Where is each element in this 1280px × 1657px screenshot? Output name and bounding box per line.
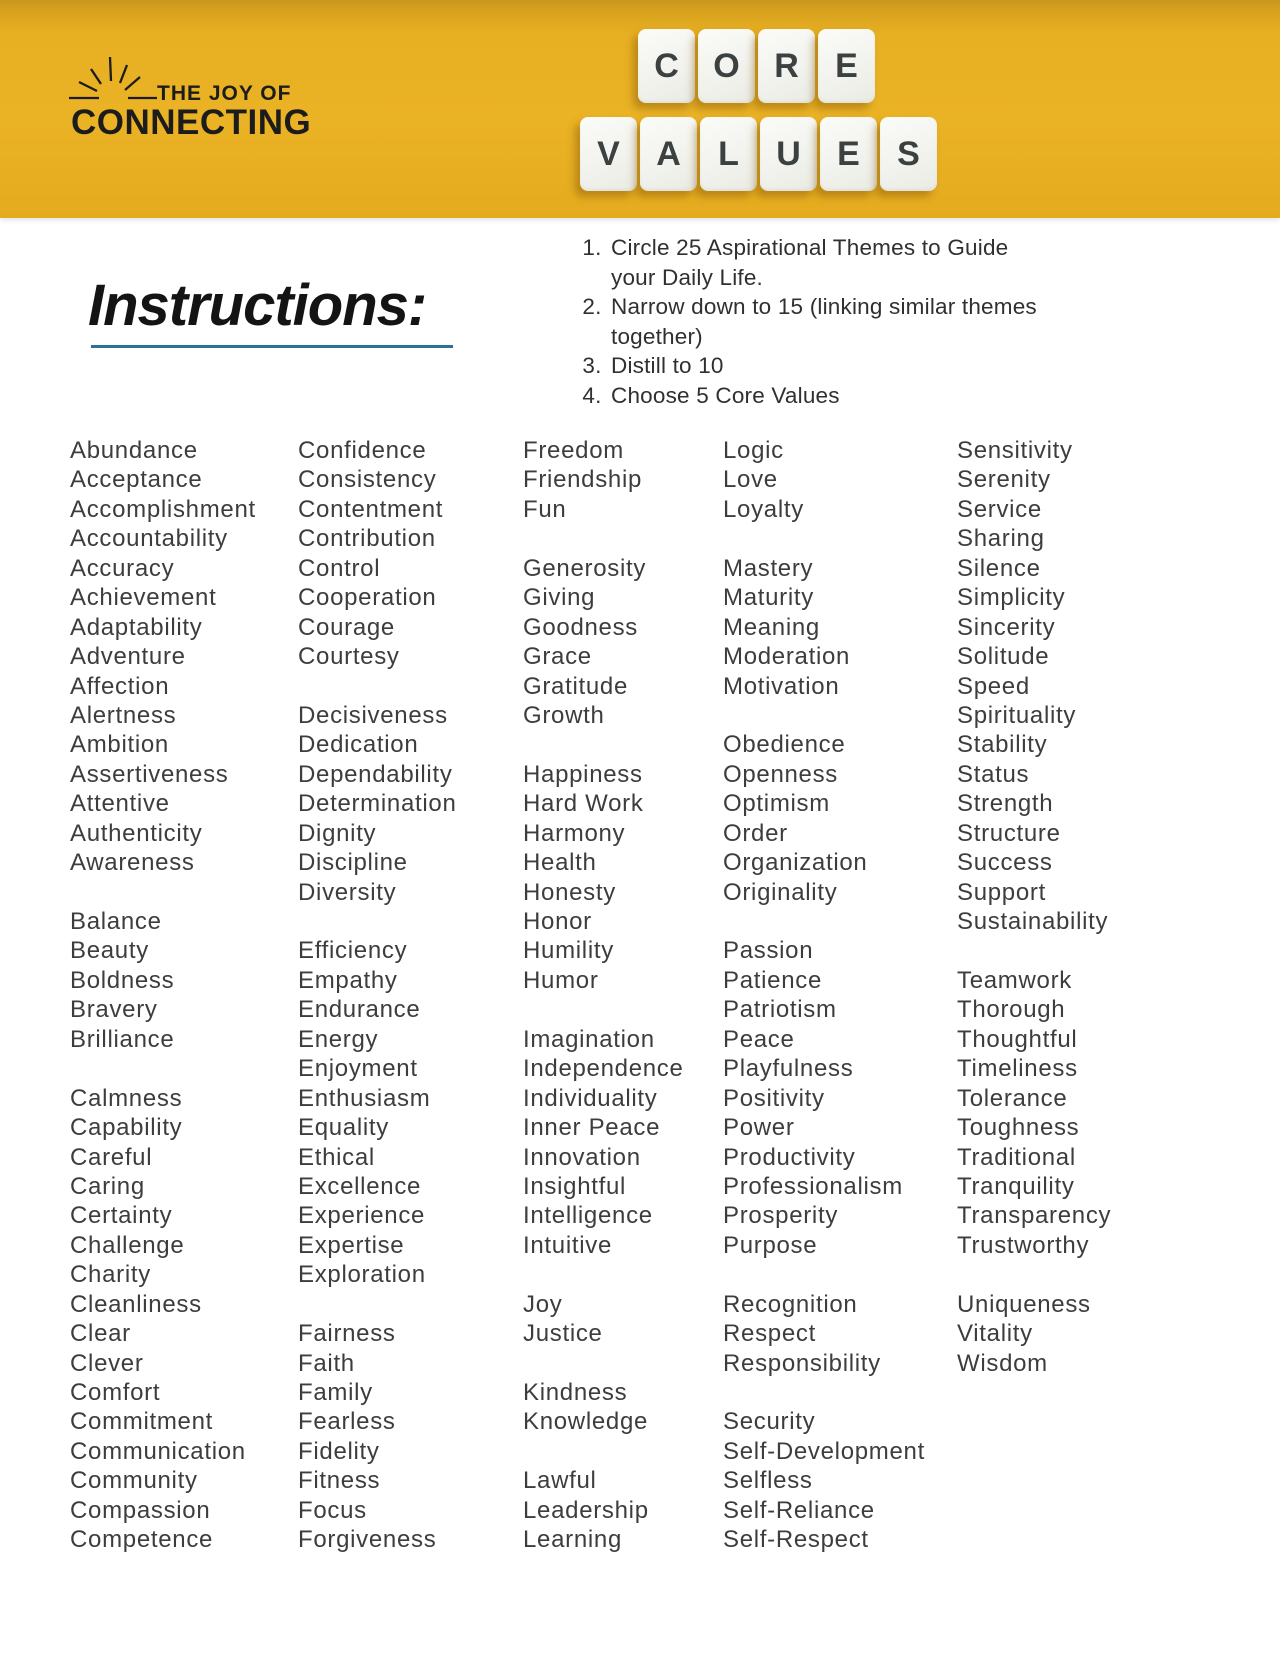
value-word: Sensitivity	[957, 437, 1073, 464]
value-word: Commitment	[70, 1408, 214, 1436]
value-word: Transparency	[957, 1202, 1112, 1230]
value-word: Diversity	[298, 878, 397, 906]
value-word: Acceptance	[70, 466, 203, 494]
value-word	[298, 672, 457, 701]
letter-tile: U	[760, 117, 817, 191]
letter-tile: E	[820, 117, 877, 191]
value-word: Maturity	[723, 584, 814, 612]
value-word: Cleanliness	[70, 1290, 202, 1318]
value-word	[957, 936, 1111, 965]
value-word: Certainty	[70, 1202, 173, 1230]
letter-tile: V	[580, 117, 637, 191]
values-column-4	[723, 436, 925, 1555]
value-word: Responsibility	[723, 1349, 881, 1377]
value-word: Contentment	[298, 495, 444, 523]
logo-line1: THE JOY OF	[157, 82, 292, 105]
value-word: Dedication	[298, 731, 419, 759]
tile-row-values	[580, 117, 937, 191]
value-word: Control	[298, 554, 381, 582]
value-word: Wisdom	[957, 1349, 1048, 1377]
value-word: Careful	[70, 1143, 153, 1171]
value-word: Alertness	[70, 701, 177, 729]
value-word: Charity	[70, 1261, 151, 1289]
value-word: Tolerance	[957, 1084, 1068, 1112]
value-word: Power	[723, 1114, 795, 1142]
value-word: Lawful	[523, 1467, 597, 1495]
value-word	[70, 1054, 256, 1083]
value-word: Brilliance	[70, 1025, 175, 1053]
value-word: Motivation	[723, 672, 840, 700]
value-word: Security	[723, 1408, 816, 1436]
value-word: Caring	[70, 1172, 145, 1200]
value-word: Decisiveness	[298, 701, 448, 729]
value-word: Imagination	[523, 1025, 655, 1053]
value-word: Consistency	[298, 466, 437, 494]
value-word	[523, 730, 684, 759]
values-column-1	[70, 436, 256, 1555]
value-word: Toughness	[957, 1114, 1080, 1142]
value-word: Kindness	[523, 1379, 628, 1406]
value-word: Patriotism	[723, 996, 837, 1024]
value-word: Clever	[70, 1349, 144, 1377]
value-word: Equality	[298, 1114, 389, 1142]
value-word: Fairness	[298, 1320, 396, 1348]
value-word: Intelligence	[523, 1202, 653, 1230]
value-word: Loyalty	[723, 495, 804, 523]
value-word: Humor	[523, 966, 599, 994]
instruction-step: 1. Circle 25 Aspirational Themes to Guide your Daily Life.	[608, 233, 1038, 292]
sunburst-icon	[68, 44, 163, 100]
value-word: Productivity	[723, 1143, 856, 1171]
value-word: Spirituality	[957, 701, 1077, 729]
values-column-2	[298, 436, 457, 1555]
value-word: Vitality	[957, 1320, 1033, 1348]
value-word: Justice	[523, 1320, 603, 1348]
value-word: Humility	[523, 937, 614, 965]
value-word: Dependability	[298, 760, 453, 788]
value-word: Sincerity	[957, 613, 1056, 641]
value-word: Thorough	[957, 996, 1066, 1024]
value-word: Teamwork	[957, 966, 1072, 994]
value-word: Empathy	[298, 966, 398, 994]
value-word: Respect	[723, 1320, 816, 1348]
value-word: Silence	[957, 554, 1041, 582]
value-word: Sustainability	[957, 908, 1109, 935]
value-word: Calmness	[70, 1084, 183, 1112]
value-word: Abundance	[70, 437, 198, 464]
value-word: Generosity	[523, 554, 647, 582]
value-word: Contribution	[298, 525, 436, 553]
value-word	[523, 1437, 684, 1466]
value-word: Obedience	[723, 731, 846, 759]
value-word: Sharing	[957, 525, 1045, 553]
value-word: Trustworthy	[957, 1231, 1090, 1259]
value-word: Self-Reliance	[723, 1496, 875, 1524]
value-word: Honor	[523, 908, 592, 935]
value-word: Confidence	[298, 437, 427, 464]
value-word: Support	[957, 878, 1046, 906]
value-word: Serenity	[957, 466, 1051, 494]
value-word	[523, 524, 684, 553]
value-word	[70, 878, 256, 907]
value-word	[723, 524, 925, 553]
value-word: Logic	[723, 437, 784, 464]
value-word: Leadership	[523, 1496, 649, 1524]
value-word: Endurance	[298, 996, 421, 1024]
value-word: Attentive	[70, 790, 170, 818]
value-word: Thoughtful	[957, 1025, 1078, 1053]
value-word	[523, 1260, 684, 1289]
value-word: Originality	[723, 878, 838, 906]
value-word: Forgiveness	[298, 1526, 437, 1554]
value-word: Capability	[70, 1114, 183, 1142]
value-word: Dignity	[298, 819, 377, 847]
core-values-tiles	[580, 29, 937, 191]
value-word: Courtesy	[298, 643, 400, 671]
value-word: Accomplishment	[70, 495, 256, 523]
value-word	[957, 1260, 1111, 1289]
value-word: Excellence	[298, 1172, 422, 1200]
value-word: Insightful	[523, 1172, 627, 1200]
value-word: Ambition	[70, 731, 169, 759]
instructions-steps	[574, 233, 1038, 410]
value-word	[298, 1290, 457, 1319]
value-word: Moderation	[723, 643, 851, 671]
value-word: Uniqueness	[957, 1290, 1091, 1318]
letter-tile: O	[698, 29, 755, 103]
value-word: Timeliness	[957, 1055, 1078, 1083]
value-word: Inner Peace	[523, 1114, 661, 1142]
value-word: Selfless	[723, 1467, 813, 1495]
value-word: Playfulness	[723, 1055, 854, 1083]
value-word: Adaptability	[70, 613, 203, 641]
value-word: Friendship	[523, 466, 643, 494]
value-word: Intuitive	[523, 1231, 613, 1259]
letter-tile: R	[758, 29, 815, 103]
value-word: Meaning	[723, 613, 820, 641]
letter-tile: E	[818, 29, 875, 103]
value-word: Peace	[723, 1025, 795, 1053]
value-word: Independence	[523, 1055, 684, 1083]
value-word: Stability	[957, 731, 1048, 759]
value-word: Purpose	[723, 1231, 818, 1259]
value-word: Exploration	[298, 1261, 426, 1289]
value-word: Compassion	[70, 1496, 211, 1524]
value-word: Cooperation	[298, 584, 437, 612]
value-word: Faith	[298, 1349, 355, 1377]
instructions-title-underline	[91, 345, 453, 348]
value-word: Success	[957, 849, 1053, 877]
value-word: Learning	[523, 1526, 623, 1554]
value-word: Giving	[523, 584, 596, 612]
value-word: Fearless	[298, 1408, 396, 1436]
value-word: Strength	[957, 790, 1054, 818]
value-word: Communication	[70, 1437, 246, 1465]
value-word	[523, 995, 684, 1024]
value-word: Tranquility	[957, 1172, 1075, 1200]
instruction-step: 4. Choose 5 Core Values	[608, 381, 1038, 411]
value-word	[723, 1260, 925, 1289]
value-word: Prosperity	[723, 1202, 839, 1230]
value-word: Love	[723, 466, 778, 494]
value-word: Service	[957, 495, 1042, 523]
value-word: Mastery	[723, 554, 814, 582]
value-word: Happiness	[523, 760, 643, 788]
value-word: Health	[523, 849, 597, 877]
instruction-step: 2. Narrow down to 15 (linking similar themes together)	[608, 292, 1038, 351]
instruction-step: 3. Distill to 10	[608, 351, 1038, 381]
value-word: Comfort	[70, 1379, 161, 1406]
header-banner	[0, 0, 1280, 218]
value-word: Solitude	[957, 643, 1050, 671]
value-word: Professionalism	[723, 1172, 903, 1200]
value-word: Efficiency	[298, 937, 408, 965]
value-word: Competence	[70, 1526, 214, 1554]
value-word: Enthusiasm	[298, 1084, 431, 1112]
value-word: Positivity	[723, 1084, 825, 1112]
letter-tile: L	[700, 117, 757, 191]
value-word: Accuracy	[70, 554, 175, 582]
value-word: Expertise	[298, 1231, 405, 1259]
value-word	[298, 907, 457, 936]
value-word: Knowledge	[523, 1408, 649, 1436]
value-word	[723, 701, 925, 730]
value-word: Harmony	[523, 819, 626, 847]
value-word: Organization	[723, 849, 868, 877]
value-word: Honesty	[523, 878, 616, 906]
value-word: Openness	[723, 760, 839, 788]
values-list	[0, 436, 1280, 1566]
value-word: Individuality	[523, 1084, 658, 1112]
value-word: Freedom	[523, 437, 624, 464]
value-word: Speed	[957, 672, 1030, 700]
letter-tile: S	[880, 117, 937, 191]
value-word: Accountability	[70, 525, 228, 553]
value-word: Courage	[298, 613, 395, 641]
value-word: Order	[723, 819, 788, 847]
value-word: Bravery	[70, 996, 158, 1024]
value-word: Growth	[523, 701, 605, 729]
value-word	[523, 1349, 684, 1378]
value-word: Fitness	[298, 1467, 381, 1495]
value-word: Determination	[298, 790, 457, 818]
value-word: Innovation	[523, 1143, 641, 1171]
value-word: Challenge	[70, 1231, 185, 1259]
value-word: Beauty	[70, 937, 149, 965]
value-word: Joy	[523, 1290, 563, 1318]
value-word: Focus	[298, 1496, 367, 1524]
value-word: Family	[298, 1379, 373, 1406]
instructions-title: Instructions:	[88, 273, 427, 338]
value-word: Awareness	[70, 849, 195, 877]
values-column-5	[957, 436, 1111, 1378]
value-word: Gratitude	[523, 672, 629, 700]
logo-line2: CONNECTING	[71, 103, 312, 142]
value-word: Adventure	[70, 643, 186, 671]
value-word	[723, 907, 925, 936]
value-word	[723, 1378, 925, 1407]
value-word: Clear	[70, 1320, 131, 1348]
value-word: Optimism	[723, 790, 830, 818]
value-word: Enjoyment	[298, 1055, 418, 1083]
value-word: Assertiveness	[70, 760, 229, 788]
logo	[68, 44, 368, 154]
value-word: Authenticity	[70, 819, 203, 847]
value-word: Boldness	[70, 966, 175, 994]
value-word: Fidelity	[298, 1437, 380, 1465]
value-word: Goodness	[523, 613, 639, 641]
value-word: Energy	[298, 1025, 379, 1053]
letter-tile: A	[640, 117, 697, 191]
value-word: Discipline	[298, 849, 408, 877]
value-word: Hard Work	[523, 790, 644, 818]
value-word: Achievement	[70, 584, 217, 612]
value-word: Structure	[957, 819, 1061, 847]
letter-tile: C	[638, 29, 695, 103]
value-word: Ethical	[298, 1143, 375, 1171]
value-word: Recognition	[723, 1290, 858, 1318]
value-word: Experience	[298, 1202, 426, 1230]
tile-row-core	[638, 29, 937, 103]
value-word: Self-Development	[723, 1437, 925, 1465]
values-column-3	[523, 436, 684, 1555]
value-word: Traditional	[957, 1143, 1076, 1171]
value-word: Self-Respect	[723, 1526, 869, 1554]
value-word: Passion	[723, 937, 814, 965]
value-word: Grace	[523, 643, 592, 671]
value-word: Simplicity	[957, 584, 1066, 612]
value-word: Status	[957, 760, 1030, 788]
value-word: Fun	[523, 495, 567, 523]
value-word: Community	[70, 1467, 198, 1495]
value-word: Patience	[723, 966, 822, 994]
value-word: Affection	[70, 672, 170, 700]
value-word: Balance	[70, 908, 162, 935]
